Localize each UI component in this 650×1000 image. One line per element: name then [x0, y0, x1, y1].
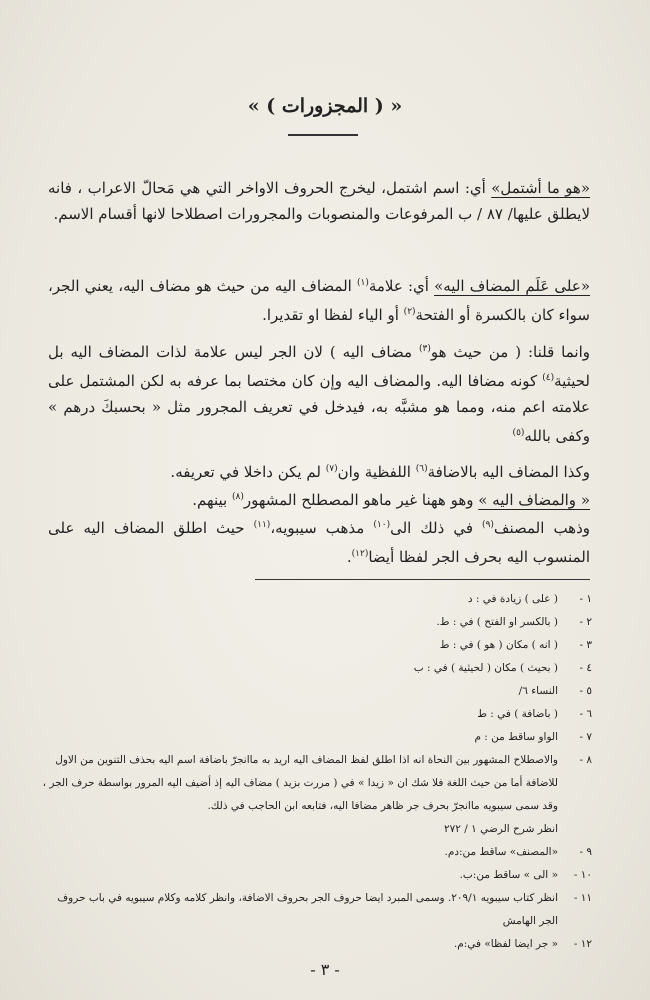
- footnote-ref: (٣): [418, 344, 431, 354]
- text-run: وهو ههنا غير ماهو المصطلح المشهور: [243, 491, 479, 509]
- footnote-number: ١١ -: [573, 892, 592, 904]
- footnote-item: [37, 634, 592, 657]
- text-run: أي: اسم اشتمل، ليخرج الحروف الاواخر التي هي مَحالّ الاعراب ، فانه لايطلق عليها/ ٨٧ / ب المرفوعات والمنصوبات والمجرورات اصطلاحا لانها أقسام الاسم.: [48, 179, 590, 223]
- title-underline: [288, 134, 358, 136]
- paragraph-2: [48, 270, 590, 328]
- footnote-item: [37, 749, 592, 818]
- footnote-item: [37, 887, 592, 933]
- text-run: كونه مضافا اليه. والمضاف اليه وإن كان مختصا بما عرفه به لكن المشتمل على علامته اعم منه، ومما هو مشبَّه به، فيدخل في تعريف المجرور مثل « بحسبكَ درهم » وكفى بالله: [48, 372, 590, 445]
- text-run: بينهم.: [192, 491, 232, 509]
- footnote-item: [37, 726, 592, 749]
- text-run: وكذا المضاف اليه بالاضافة: [427, 463, 590, 481]
- footnote-ref: (٦): [415, 464, 428, 474]
- paragraph-1: [48, 175, 590, 227]
- footnote-number: ١٢ -: [573, 938, 592, 950]
- paragraph-5: [48, 484, 590, 513]
- text-run: .: [346, 548, 352, 566]
- footnote-ref: (١): [356, 278, 369, 288]
- footnote-number: ٤ -: [579, 662, 592, 674]
- footnote-text: ( انه ) مكان ( هو ) في : ط: [439, 639, 558, 651]
- footnote-number: ٢ -: [579, 616, 592, 628]
- footnote-ref: (١٢): [351, 549, 369, 559]
- footnote-text: «المصنف» ساقط من:دم.: [444, 846, 558, 858]
- footnote-item: [37, 588, 592, 611]
- footnote-number: ٧ -: [579, 731, 592, 743]
- footnote-text: ( باضافة ) في : ط: [477, 708, 558, 720]
- footnote-ref: (٩): [482, 520, 494, 530]
- footnote-ref: (٢): [403, 307, 416, 317]
- footnote-number: ٩ -: [579, 846, 592, 858]
- footnote-ref: (١١): [253, 520, 271, 530]
- text-run: أي: علامة: [368, 277, 435, 295]
- footnote-number: ١٠ -: [573, 869, 592, 881]
- chapter-title: « ( المجزورات ) »: [247, 95, 403, 117]
- paragraph-4: [48, 456, 590, 485]
- text-run: مضاف اليه ) لان الجر ليس علامة لذات المضاف اليه بل لحيثية: [48, 343, 590, 390]
- footnote-number: ١ -: [579, 593, 592, 605]
- text-run: أو الياء لفظا او تقديرا.: [262, 306, 404, 324]
- footnote-item: [37, 933, 592, 956]
- footnote-text: والاصطلاح المشهور بين النحاة انه اذا اطلق لفظ المضاف اليه اريد به ماانجرّ باضافة اسم اليه بحذف التنوين من الاول للاضافة أما من حيث اللغة فلا شك ان « زيدا » في ( مررت بزيد ) مضاف اليه إذ أضيف اليه المرور بواسطة حرف الجر ، وقد سمى سيبويه ماانجرّ بحرف جر ظاهر مضافا اليه، فتابعه ابن الحاجب في ذلك.: [42, 754, 558, 812]
- quoted-term: «على عَلَم المضاف اليه»: [434, 277, 590, 295]
- footnote-ref: (٥): [512, 428, 525, 438]
- text-run: مذهب سيبويه،: [270, 519, 374, 537]
- footnote-text: ( بالكسر او الفتح ) في : ط.: [436, 616, 558, 628]
- footnotes-list: [37, 588, 592, 956]
- paragraph-6: [48, 512, 590, 570]
- quoted-term: «هو ما أشتمل»: [491, 179, 590, 197]
- footnote-item: [37, 680, 592, 703]
- footnote-text: ( بحيث ) مكان ( لحيثية ) في : ب: [413, 662, 558, 674]
- footnote-ref: (١٠): [373, 520, 391, 530]
- footnote-item: [37, 657, 592, 680]
- footnote-ref: (٧): [325, 464, 338, 474]
- text-run: وذهب المصنف: [493, 519, 591, 537]
- page-number: - ٣ -: [310, 960, 340, 979]
- footnote-text: الواو ساقط من : م: [474, 731, 558, 743]
- text-run: المضاف اليه من حيث هو مضاف اليه، يعني الجر، سواء كان بالكسرة أو الفتحة: [48, 277, 590, 324]
- footnote-number: [558, 818, 592, 841]
- footnote-text: انظر كتاب سيبويه ٢٠٩/١. وسمى المبرد ايضا حروف الجر بحروف الاضافة، وانظر كلامه وكلام سيبويه في باب حروف الجر الهامش: [57, 892, 558, 927]
- text-run: لم يكن داخلا في تعريفه.: [170, 463, 326, 481]
- footnote-text: « الى » ساقط من:ب.: [459, 869, 558, 881]
- footnote-separator: [255, 579, 590, 580]
- text-run: وانما قلنا: ( من حيث هو: [430, 343, 591, 361]
- footnote-item: [37, 818, 592, 841]
- text-run: في ذلك الى: [390, 519, 483, 537]
- quoted-term: « والمضاف اليه »: [478, 491, 590, 509]
- footnote-item: [37, 703, 592, 726]
- footnote-ref: (٤): [542, 373, 555, 383]
- text-run: حيث اطلق المضاف اليه على المنسوب اليه بحرف الجر لفظا أيضا: [48, 519, 590, 566]
- footnote-text: انظر شرح الرضي ١ / ٢٧٢: [444, 823, 558, 835]
- paragraph-3: [48, 336, 590, 449]
- text-run: اللفظية وان: [337, 463, 416, 481]
- footnote-text: ( على ) زيادة في : د: [467, 593, 558, 605]
- footnote-item: [37, 864, 592, 887]
- footnote-ref: (٨): [231, 492, 244, 502]
- footnote-number: ٣ -: [579, 639, 592, 651]
- footnote-number: ٨ -: [579, 754, 592, 766]
- footnote-number: ٥ -: [579, 685, 592, 697]
- footnote-text: النساء ٦/: [518, 685, 558, 697]
- footnote-item: [37, 841, 592, 864]
- footnote-item: [37, 611, 592, 634]
- footnote-text: « جر ايضا لفظا» في:م.: [453, 938, 558, 950]
- footnote-number: ٦ -: [579, 708, 592, 720]
